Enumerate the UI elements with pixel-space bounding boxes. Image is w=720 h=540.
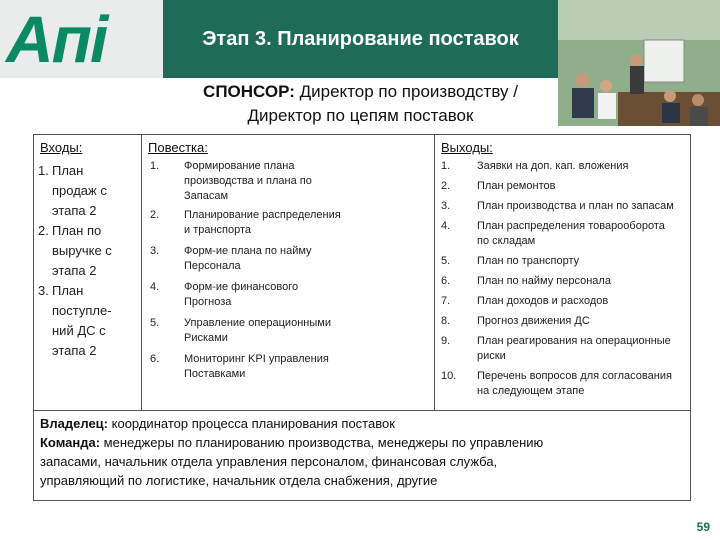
input-item [34,161,141,221]
agenda-item-number: 5. [150,317,160,329]
agenda-item-text: производства и плана по [184,175,312,187]
output-item-number: 2. [441,180,451,192]
inputs-column [34,135,142,410]
owner-text: координатор процесса планирования поставок [111,416,395,431]
output-item-text: Заявки на доп. кап. вложения [477,160,629,172]
agenda-column [142,135,435,410]
output-item [435,369,691,399]
input-item-text: План [52,163,84,178]
output-item-text: по складам [477,235,536,247]
output-item-text: Прогноз движения ДС [477,315,590,327]
owner-label: Владелец: [40,416,108,431]
agenda-item-number: 6. [150,353,160,365]
owner-team-block [33,410,691,501]
agenda-item-number: 4. [150,281,160,293]
output-item-number: 1. [441,160,451,172]
input-item-text: выручке с [52,243,112,258]
agenda-item-text: Мониторинг KPI управления [184,353,329,365]
input-item-number: 2. [38,223,49,238]
inputs-list [34,161,141,361]
input-item-text: План по [52,223,102,238]
output-item [435,219,691,249]
output-item [435,159,691,174]
team-text-line-3: управляющий по логистике, начальник отдела снабжения, другие [40,473,438,488]
output-item-text: риски [477,350,506,362]
agenda-item-text: Запасам [184,190,229,202]
agenda-item [142,352,434,382]
input-item-text: этапа 2 [52,343,97,358]
outputs-heading: Выходы: [441,140,493,155]
agenda-item-text: Планирование распределения [184,209,341,221]
team-text-line-1: менеджеры по планированию производства, менеджеры по управлению [103,435,544,450]
agenda-item-text: Рисками [184,332,228,344]
input-item-text: поступле- [52,303,112,318]
agenda-item-number: 1. [150,160,160,172]
team-label: Команда: [40,435,101,450]
agenda-item-text: Поставками [184,368,246,380]
output-item-text: План доходов и расходов [477,295,609,307]
input-item-text: этапа 2 [52,203,97,218]
agenda-item [142,208,434,238]
logo-area [0,0,163,78]
team-text-line-2: запасами, начальник отдела управления персоналом, финансовая служба, [40,454,498,469]
agenda-item-text: Форм-ие финансового [184,281,299,293]
page-title: Этап 3. Планирование поставок [202,27,519,50]
sponsor-line-2: Директор по цепям поставок [247,106,474,125]
output-item-number: 8. [441,315,451,327]
agenda-item-text: Формирование плана [184,160,295,172]
agenda-item [142,244,434,274]
outputs-list [435,159,691,399]
output-item [435,199,691,214]
input-item [34,281,141,361]
sponsor-label: СПОНСОР: [203,82,295,101]
agenda-item-text: и транспорта [184,224,252,236]
agenda-item-number: 3. [150,245,160,257]
input-item-text: продаж с [52,183,107,198]
output-item-text: План ремонтов [477,180,556,192]
page-number: 59 [696,520,710,534]
input-item-number: 3. [38,283,49,298]
output-item-number: 6. [441,275,451,287]
input-item-number: 1. [38,163,49,178]
team-row [40,433,684,452]
input-item-text: План [52,283,84,298]
output-item [435,334,691,364]
input-item [34,221,141,281]
agenda-item-text: Прогноза [184,296,232,308]
output-item-text: на следующем этапе [477,385,585,397]
output-item [435,274,691,289]
output-item-text: План по найму персонала [477,275,611,287]
inputs-heading: Входы: [40,140,83,155]
output-item-number: 4. [441,220,451,232]
output-item-text: Перечень вопросов для согласования [477,370,672,382]
agenda-item-text: Форм-ие плана по найму [184,245,312,257]
output-item-text: План распределения товарооборота [477,220,665,232]
output-item-number: 3. [441,200,451,212]
agenda-item [142,159,434,204]
output-item [435,314,691,329]
agenda-item-text: Управление операционными [184,317,331,329]
output-item-text: План реагирования на операционные [477,335,671,347]
title-bar [163,0,558,78]
output-item-text: План по транспорту [477,255,580,267]
output-item-number: 9. [441,335,451,347]
output-item-number: 7. [441,295,451,307]
process-table [33,134,691,411]
owner-row [40,414,684,433]
sponsor-line-1: Директор по производству / [299,82,518,101]
output-item-number: 10. [441,370,457,382]
output-item [435,254,691,269]
agenda-item-text: Персонала [184,260,241,272]
agenda-item [142,280,434,310]
company-logo: Апі [6,2,107,76]
agenda-heading: Повестка: [148,140,208,155]
agenda-list [142,159,434,382]
output-item-number: 5. [441,255,451,267]
sponsor-block [163,80,558,128]
output-item [435,179,691,194]
output-item-text: План производства и план по запасам [477,200,674,212]
outputs-column [435,135,691,410]
input-item-text: ний ДС с [52,323,106,338]
header-photo [558,0,720,126]
agenda-item [142,316,434,346]
output-item [435,294,691,309]
meeting-photo-image [558,0,720,126]
agenda-item-number: 2. [150,209,160,221]
input-item-text: этапа 2 [52,263,97,278]
